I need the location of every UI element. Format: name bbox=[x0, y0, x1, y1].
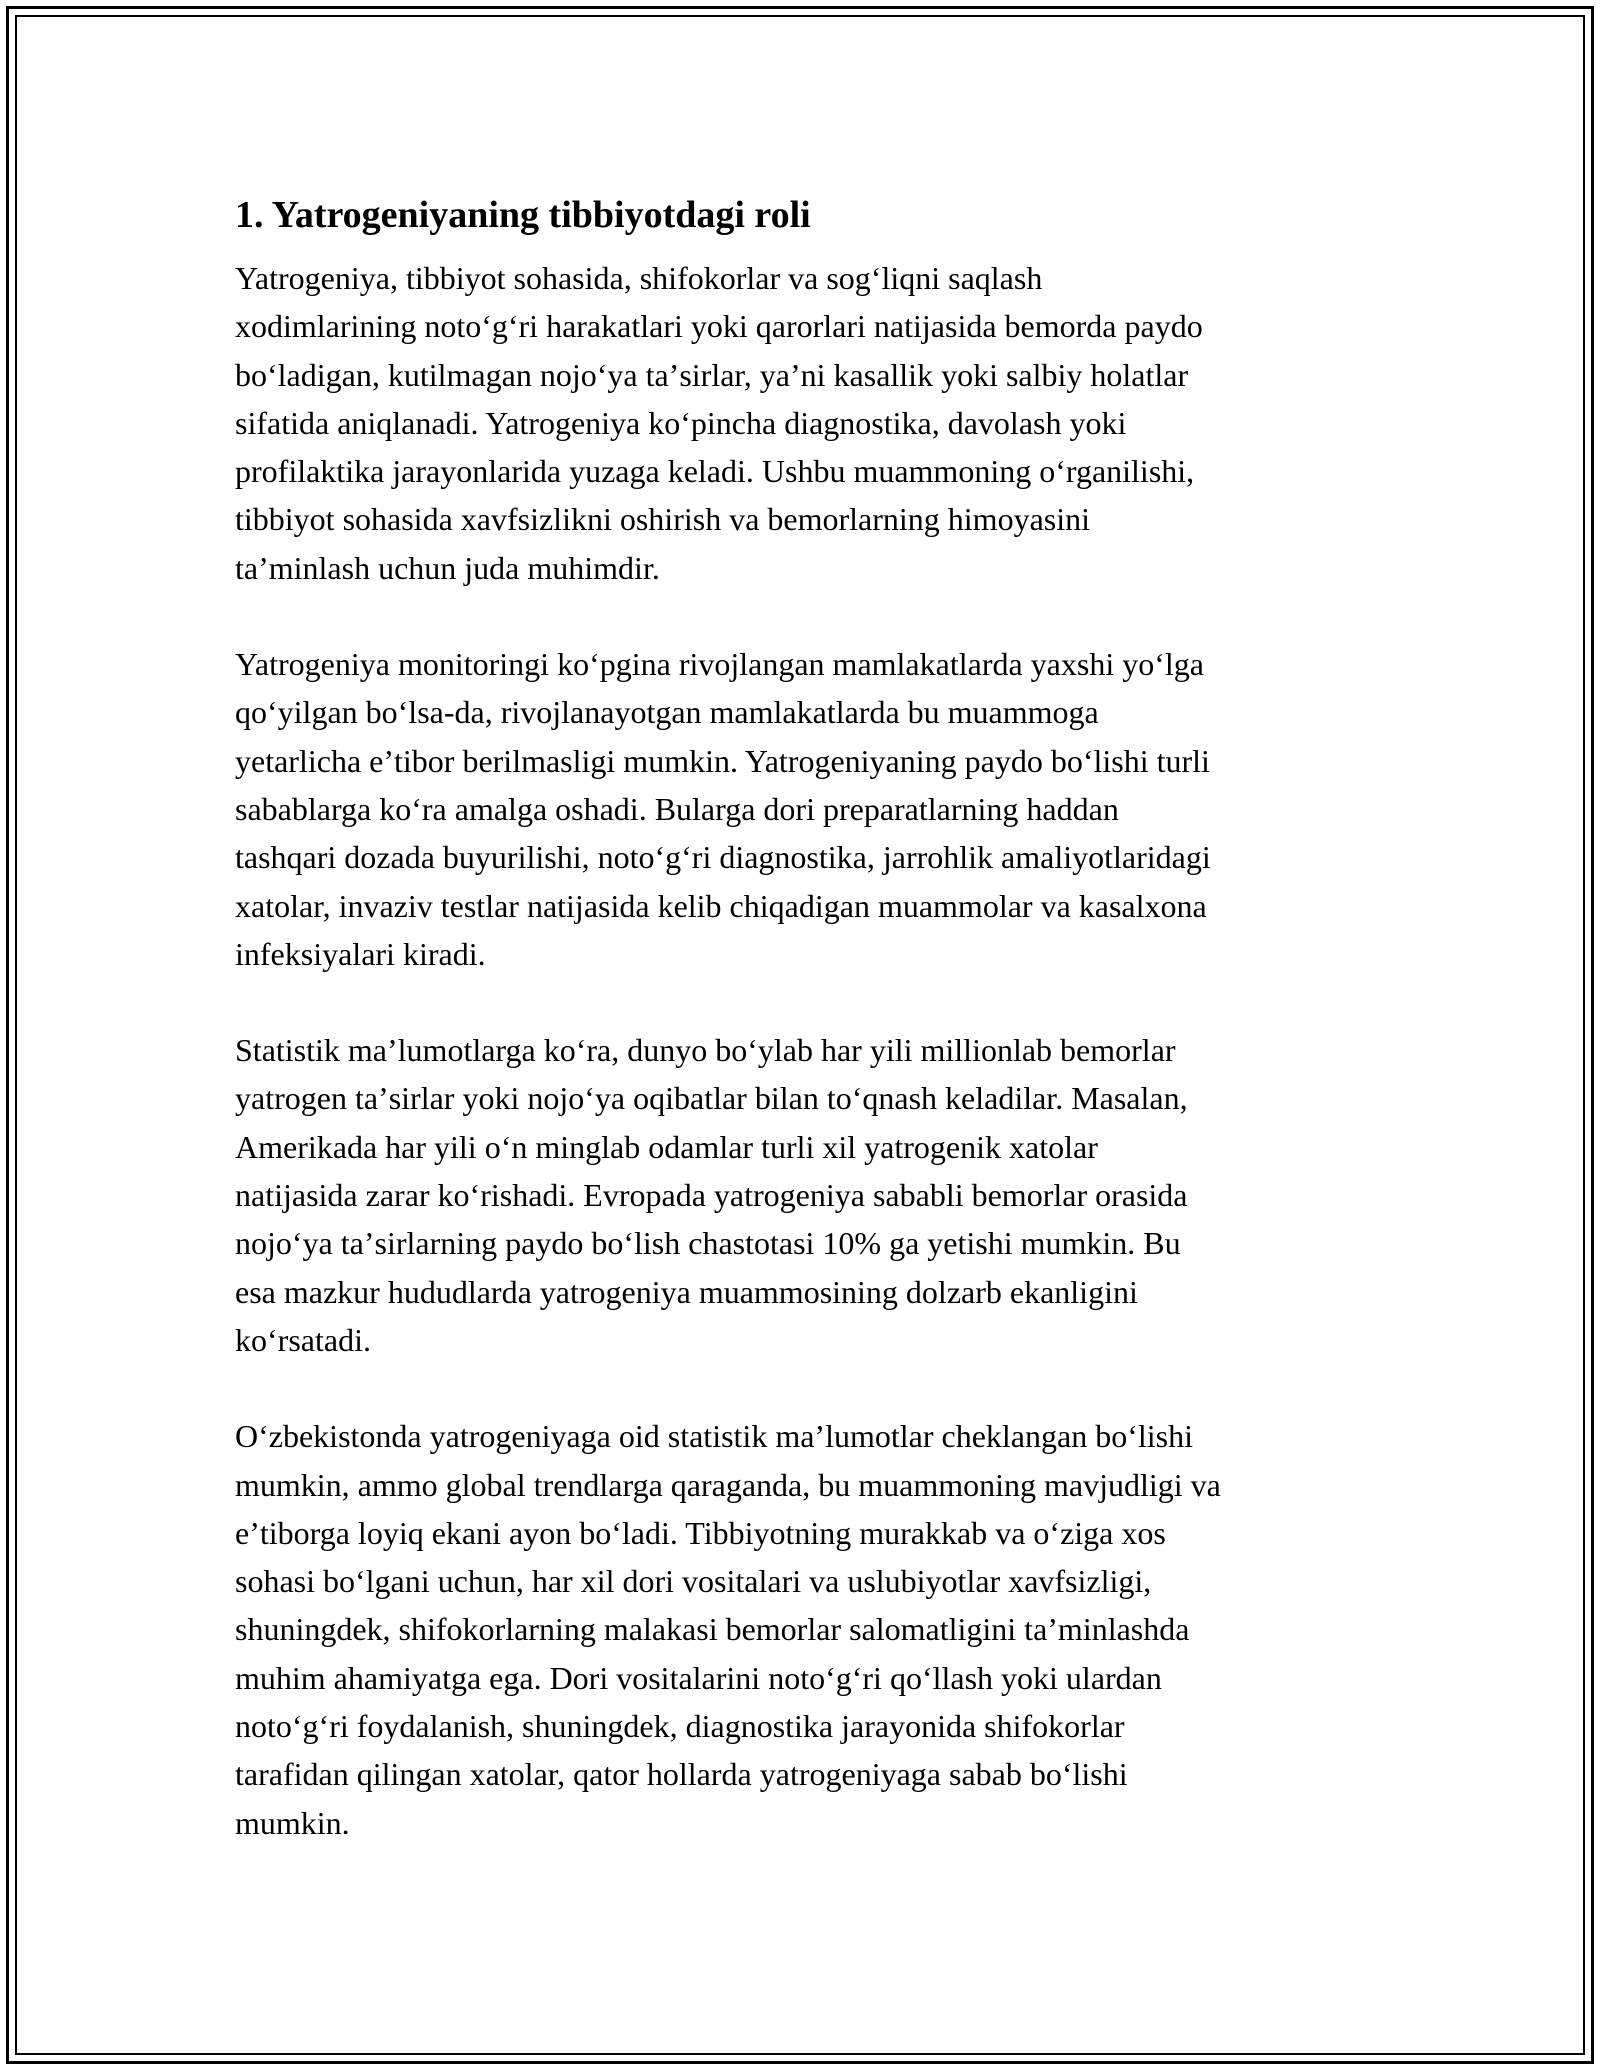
paragraph-3 bbox=[235, 1026, 1375, 1364]
text-line: tibbiyot sohasida xavfsizlikni oshirish va bemorlarning himoyasini bbox=[235, 501, 1090, 538]
text-line: xodimlarining notoʻgʻri harakatlari yoki qarorlari natijasida bemorda paydo bbox=[235, 308, 1203, 345]
text-line: Amerikada har yili oʻn minglab odamlar turli xil yatrogenik xatolar bbox=[235, 1128, 1098, 1165]
document-body bbox=[235, 186, 1375, 1895]
text-line: tarafidan qilingan xatolar, qator hollarda yatrogeniyaga sabab boʻlishi bbox=[235, 1756, 1128, 1793]
text-line: xatolar, invaziv testlar natijasida kelib chiqadigan muammolar va kasalxona bbox=[235, 887, 1207, 924]
text-line: Oʻzbekistonda yatrogeniyaga oid statistik maʼlumotlar cheklangan boʻlishi bbox=[235, 1418, 1193, 1455]
paragraph-4 bbox=[235, 1412, 1375, 1847]
text-line: eʼtiborga loyiq ekani ayon boʻladi. Tibbiyotning murakkab va oʻziga xos bbox=[235, 1514, 1166, 1551]
text-line: sohasi boʻlgani uchun, har xil dori vositalari va uslubiyotlar xavfsizligi, bbox=[235, 1563, 1152, 1600]
text-line: mumkin, ammo global trendlarga qaraganda, bu muammoning mavjudligi va bbox=[235, 1466, 1221, 1503]
text-line: yetarlicha eʼtibor berilmasligi mumkin. Yatrogeniyaning paydo boʻlishi turli bbox=[235, 742, 1210, 779]
text-line: infeksiyalari kiradi. bbox=[235, 935, 486, 972]
paragraph-2 bbox=[235, 640, 1375, 978]
text-line: boʻladigan, kutilmagan nojoʻya taʼsirlar, yaʼni kasallik yoki salbiy holatlar bbox=[235, 356, 1189, 393]
text-line: yatrogen taʼsirlar yoki nojoʻya oqibatlar bilan toʻqnash keladilar. Masalan, bbox=[235, 1080, 1188, 1117]
text-line: notoʻgʻri foydalanish, shuningdek, diagnostika jarayonida shifokorlar bbox=[235, 1708, 1125, 1745]
text-line: Yatrogeniya, tibbiyot sohasida, shifokorlar va sogʻliqni saqlash bbox=[235, 260, 1043, 296]
text-line: muhim ahamiyatga ega. Dori vositalarini notoʻgʻri qoʻllash yoki ulardan bbox=[235, 1659, 1162, 1696]
text-line: Yatrogeniya monitoringi koʻpgina rivojlangan mamlakatlarda yaxshi yoʻlga bbox=[235, 646, 1204, 683]
text-line: qoʻyilgan boʻlsa-da, rivojlanayotgan mamlakatlarda bu muammoga bbox=[235, 694, 1099, 731]
text-line: tashqari dozada buyurilishi, notoʻgʻri diagnostika, jarrohlik amaliyotlaridagi bbox=[235, 839, 1211, 876]
text-line: Statistik maʼlumotlarga koʻra, dunyo boʻylab har yili millionlab bemorlar bbox=[235, 1032, 1176, 1069]
text-line: nojoʻya taʼsirlarning paydo boʻlish chastotasi 10% ga yetishi mumkin. Bu bbox=[235, 1225, 1181, 1262]
text-line: natijasida zarar koʻrishadi. Evropada yatrogeniya sababli bemorlar orasida bbox=[235, 1177, 1188, 1214]
text-line: koʻrsatadi. bbox=[235, 1321, 371, 1358]
paragraph-container bbox=[235, 254, 1375, 1847]
text-line: sifatida aniqlanadi. Yatrogeniya koʻpincha diagnostika, davolash yoki bbox=[235, 404, 1127, 441]
section-heading: 1. Yatrogeniyaning tibbiyotdagi roli bbox=[235, 194, 811, 236]
paragraph-1 bbox=[235, 254, 1375, 592]
text-line: sabablarga koʻra amalga oshadi. Bularga dori preparatlarning haddan bbox=[235, 790, 1119, 827]
text-line: profilaktika jarayonlarida yuzaga keladi. Ushbu muammoning oʻrganilishi, bbox=[235, 453, 1195, 490]
text-line: mumkin. bbox=[235, 1804, 350, 1841]
text-line: taʼminlash uchun juda muhimdir. bbox=[235, 549, 660, 586]
text-line: esa mazkur hududlarda yatrogeniya muammosining dolzarb ekanligini bbox=[235, 1273, 1138, 1310]
text-line: shuningdek, shifokorlarning malakasi bemorlar salomatligini taʼminlashda bbox=[235, 1611, 1190, 1648]
